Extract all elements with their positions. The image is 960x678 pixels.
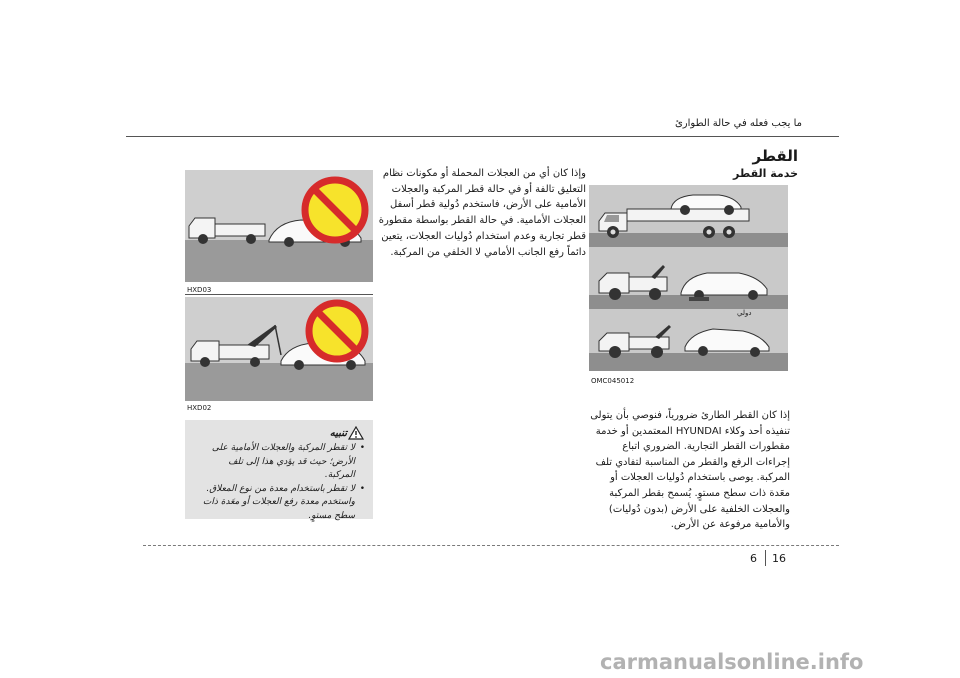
prohibited-sling-svg: [185, 297, 373, 401]
emergency-towing-paragraph: إذا كان القطر الطارئ ضرورياً، فنوصي بأن يتولى تنفيذه أحد وكلاء HYUNDAI المعتمدين أو خدمة مقطورات القطر التجارية. الضروري اتباع إجراءات الرفع والقطر من المناسبة لتفادي تلف المركبة. يوصى باستخدام دُوليات العجلات أو معَدة ذات سطح مستوٍ. يُسمح بقطر المركبة والعجلات الخلفية على الأرض (بدون دُوليات) والأمامية مرفوعة عن الأرض.: [590, 410, 790, 531]
wheel-lift-rear-scene: [589, 325, 788, 371]
towing-methods-illustration: [589, 185, 788, 371]
caution-title: تنبيه: [329, 428, 347, 439]
section-subtitle: خدمة القطر: [733, 167, 798, 180]
page-number: 16: [772, 552, 786, 565]
prohibited-sign-icon: [309, 303, 365, 359]
prohibited-flatbed-rear-illustration: [185, 170, 373, 282]
header-rule: [126, 136, 839, 137]
caution-item: • لا تقطر المركبة والعجلات الأمامية على الأرض؛ حيث قد يؤدي هذا إلى تلف المركبة.: [197, 442, 365, 483]
warning-triangle-icon: [348, 426, 364, 440]
figure-code-hxd02: HXD02: [187, 404, 212, 412]
figure-divider: [185, 294, 373, 295]
wheel-lift-scene: [589, 265, 788, 309]
footer-rule: [143, 545, 839, 546]
caution-item: • لا تقطر باستخدام معدة من نوع المعلاق. واستخدم معدة رفع العجلات أو معَدة ذات سطح مستوٍ.: [197, 483, 365, 524]
prohibited-flatbed-svg: [185, 170, 373, 282]
towing-dolly-paragraph: وإذا كان أي من العجلات المحملة أو مكونات نظام التعليق تالفة أو في حالة قطر المركبة والعجلات الأمامية على الأرض، فاستخدم دُولية قطر أسفل العجلات الأمامية. في حالة القطر بواسطة مقطورة قطر تجارية وعدم استخدام دُوليات العجلات، يتعين دائماً رفع الجانب الأمامي لا الخلفي من المركبة.: [378, 168, 586, 258]
running-header: ما يجب فعله في حالة الطوارئ: [674, 118, 802, 129]
figure-code-right: OMC045012: [591, 377, 635, 385]
figure-code-hxd03: HXD03: [187, 286, 212, 294]
watermark: carmanualsonline.info: [600, 650, 864, 674]
page-number-separator: [765, 550, 766, 566]
flatbed-truck-scene: [589, 195, 788, 247]
section-number: 6: [750, 552, 757, 565]
prohibited-sling-illustration: [185, 297, 373, 401]
section-title: القطر: [752, 147, 798, 165]
prohibited-sign-icon: [305, 180, 365, 240]
dolly-callout-label: دولي: [737, 309, 752, 317]
towing-methods-svg: [589, 185, 788, 371]
caution-box: [185, 420, 373, 519]
caution-list: [197, 442, 365, 523]
